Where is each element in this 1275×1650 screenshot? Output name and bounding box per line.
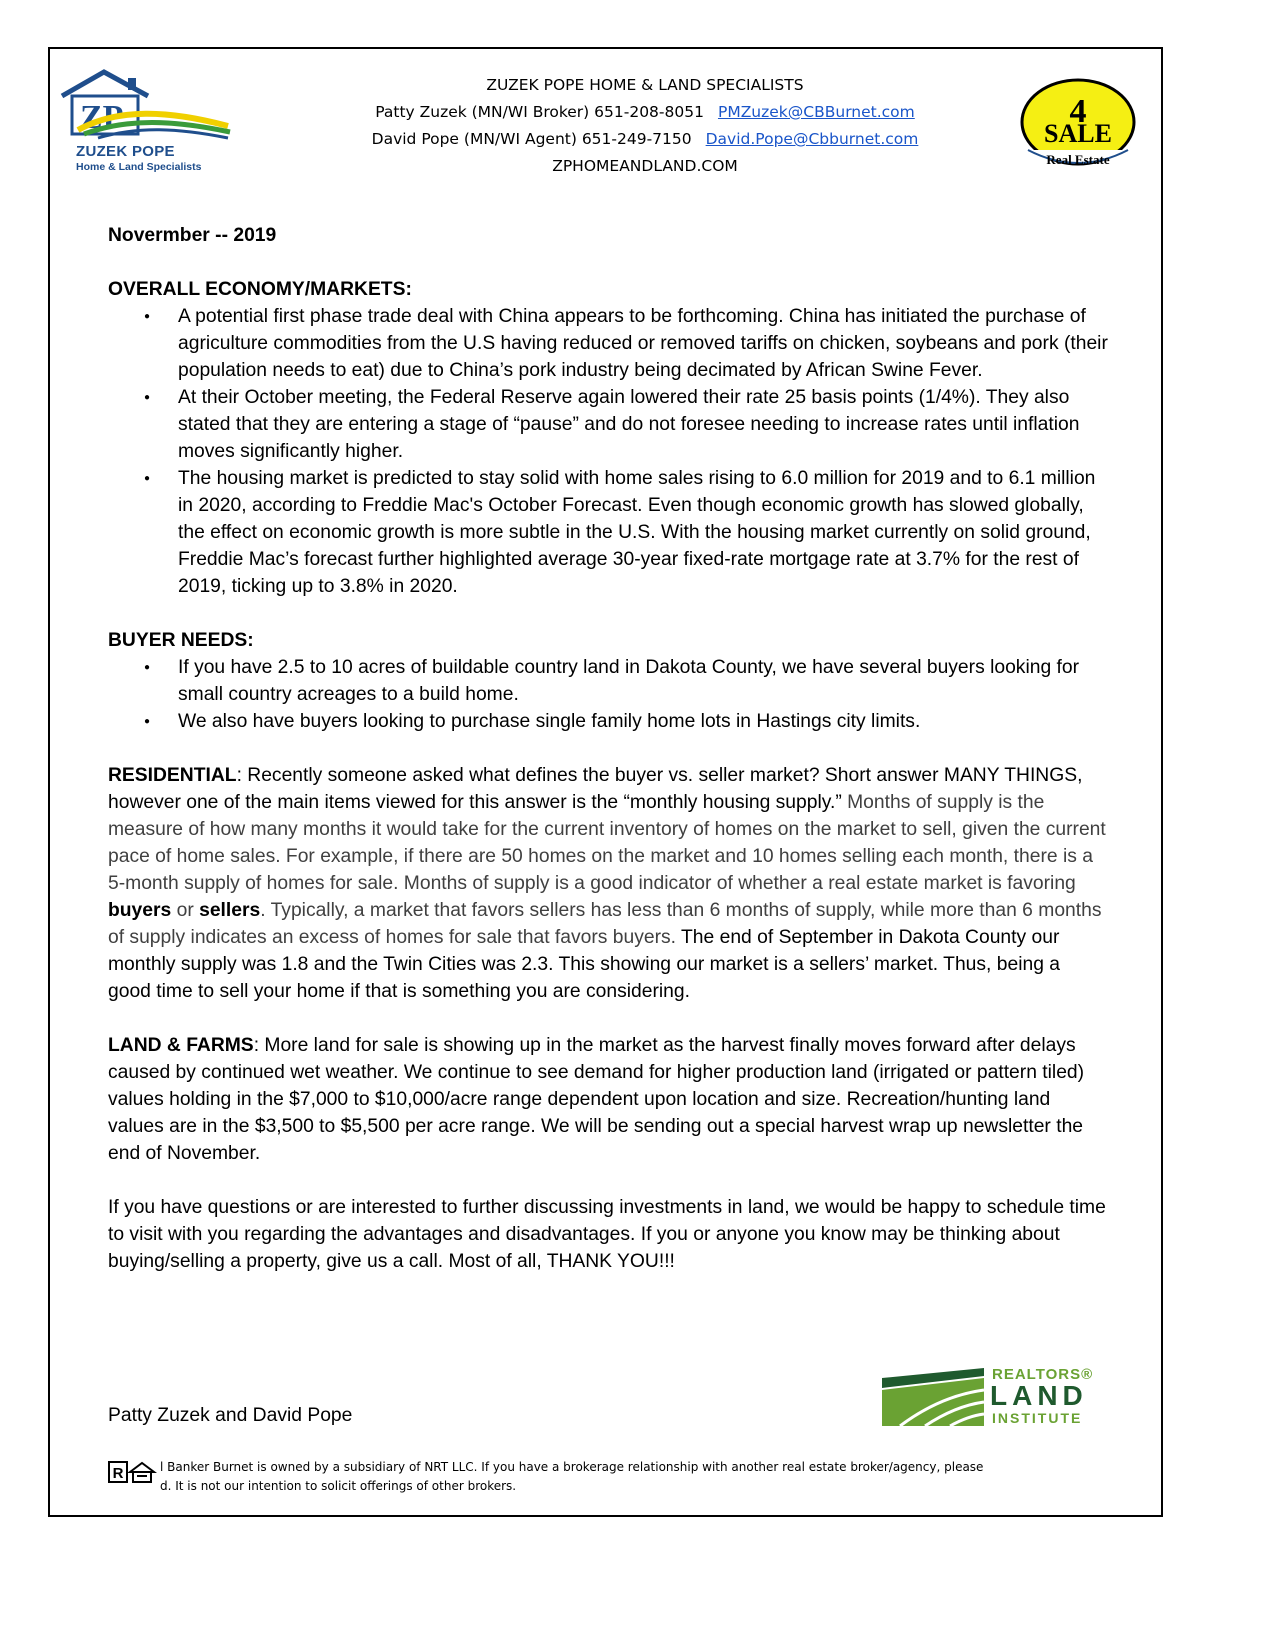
company-name: ZUZEK POPE HOME & LAND SPECIALISTS — [486, 76, 804, 94]
realtors-land-institute-logo — [880, 1364, 1105, 1430]
sale-tagline: Real Estate — [1046, 152, 1110, 167]
svg-text:R: R — [112, 1465, 124, 1482]
rli-line3: INSTITUTE — [992, 1410, 1083, 1426]
contact-line-david — [300, 126, 990, 153]
rli-line2: LAND — [990, 1380, 1088, 1411]
list-item: ● If you have 2.5 to 10 acres of buildable country land in Dakota County, we have several buyers looking for small country acreages to a build home. — [108, 654, 1108, 708]
newsletter-body — [108, 222, 1108, 1275]
patty-email-link[interactable]: PMZuzek@CBBurnet.com — [717, 103, 915, 121]
contact-line-patty — [300, 99, 990, 126]
disclaimer — [108, 1458, 1068, 1496]
field-graphic-icon — [880, 1366, 990, 1428]
website: ZPHOMEANDLAND.COM — [552, 157, 738, 175]
buyer-needs-heading: BUYER NEEDS: — [108, 630, 254, 651]
list-item: ● At their October meeting, the Federal Reserve again lowered their rate 25 basis points (1/4%). They also stated that they are entering a stage of “pause” and do not foresee needing to increase rates until inflation moves significantly higher. — [108, 384, 1108, 465]
economy-list — [108, 303, 1108, 600]
4-sale-logo — [1018, 78, 1138, 173]
logo-brand-subtext: Home & Land Specialists — [76, 161, 202, 173]
sale-word: SALE — [1044, 119, 1112, 148]
closing-paragraph: If you have questions or are interested to further discussing investments in land, we would be happy to schedule time to visit with you regarding the advantages and disadvantages. If you or anyone you know may be thinking about buying/selling a property, give us a call. Most of all, THANK YOU!!! — [108, 1197, 1106, 1272]
newsletter-date: Novermber -- 2019 — [108, 225, 277, 246]
land-farms-label: LAND & FARMS — [108, 1035, 254, 1056]
residential-label: RESIDENTIAL — [108, 765, 237, 786]
disclaimer-line1: l Banker Burnet is owned by a subsidiary of NRT LLC. If you have a brokerage relationship with another real estate broker/agency, please — [160, 1460, 984, 1474]
patty-contact: Patty Zuzek (MN/WI Broker) 651-208-8051 — [375, 103, 704, 121]
rli-line1: REALTORS® — [992, 1366, 1094, 1383]
list-item: ● We also have buyers looking to purchase single family home lots in Hastings city limits. — [108, 708, 1108, 735]
svg-text:ZP: ZP — [80, 99, 124, 136]
land-farms-paragraph: LAND & FARMS: More land for sale is showing up in the market as the harvest finally moves forward after delays caused by continued wet weather. We continue to see demand for higher production land (irrigated or pattern tiled) values holding in the $7,000 to $10,000/acre range dependent upon location and size. Recreation/hunting land values are in the $3,500 to $5,500 per acre range. We will be sending out a special harvest wrap up newsletter the end of November. — [108, 1035, 1085, 1164]
economy-heading: OVERALL ECONOMY/MARKETS: — [108, 279, 412, 300]
david-contact: David Pope (MN/WI Agent) 651-249-7150 — [371, 130, 692, 148]
sale-number: 4 — [1069, 93, 1087, 130]
buyer-needs-list — [108, 654, 1108, 735]
residential-paragraph: RESIDENTIAL: Recently someone asked what defines the buyer vs. seller market? Short answer MANY THINGS, however one of the main items viewed for this answer is the “monthly housing supply.” Months of supply is the measure of how many months it would take for the current inventory of homes on the market to sell, given the current pace of home sales. For example, if there are 50 homes on the market and 10 homes selling each month, there is a 5-month supply of homes for sale. Months of supply is a good indicator of whether a real estate market is favoring buyers or sellers. Typically, a market that favors sellers has less than 6 months of supply, while more than 6 months of supply indicates an excess of homes for sale that favors buyers. The end of September in Dakota County our monthly supply was 1.8 and the Twin Cities was 2.3. This showing our market is a sellers’ market. Thus, being a good time to sell your home if that is something you are considering. — [108, 765, 1106, 1002]
realtor-equal-housing-icon — [108, 1460, 160, 1490]
house-logo-icon — [58, 68, 238, 148]
sale-badge-icon — [1018, 78, 1138, 173]
header-contact-block — [300, 72, 990, 180]
disclaimer-line2: d. It is not our intention to solicit offerings of other brokers. — [160, 1479, 517, 1493]
zuzek-pope-logo — [58, 68, 238, 178]
list-item: ● The housing market is predicted to stay solid with home sales rising to 6.0 million for 2019 and to 6.1 million in 2020, according to Freddie Mac's October Forecast. Even though economic growth has slowed globally, the effect on economic growth is more subtle in the U.S. With the housing market currently on solid ground, Freddie Mac’s forecast further highlighted average 30-year fixed-rate mortgage rate at 3.7% for the rest of 2019, ticking up to 3.8% in 2020. — [108, 465, 1108, 600]
logo-brand-text: ZUZEK POPE — [76, 143, 175, 160]
list-item: ● A potential first phase trade deal with China appears to be forthcoming. China has initiated the purchase of agriculture commodities from the U.S having reduced or removed tariffs on chicken, soybeans and pork (their population needs to eat) due to China’s pork industry being decimated by African Swine Fever. — [108, 303, 1108, 384]
signature: Patty Zuzek and David Pope — [108, 1405, 353, 1426]
david-email-link[interactable]: David.Pope@Cbburnet.com — [705, 130, 919, 148]
